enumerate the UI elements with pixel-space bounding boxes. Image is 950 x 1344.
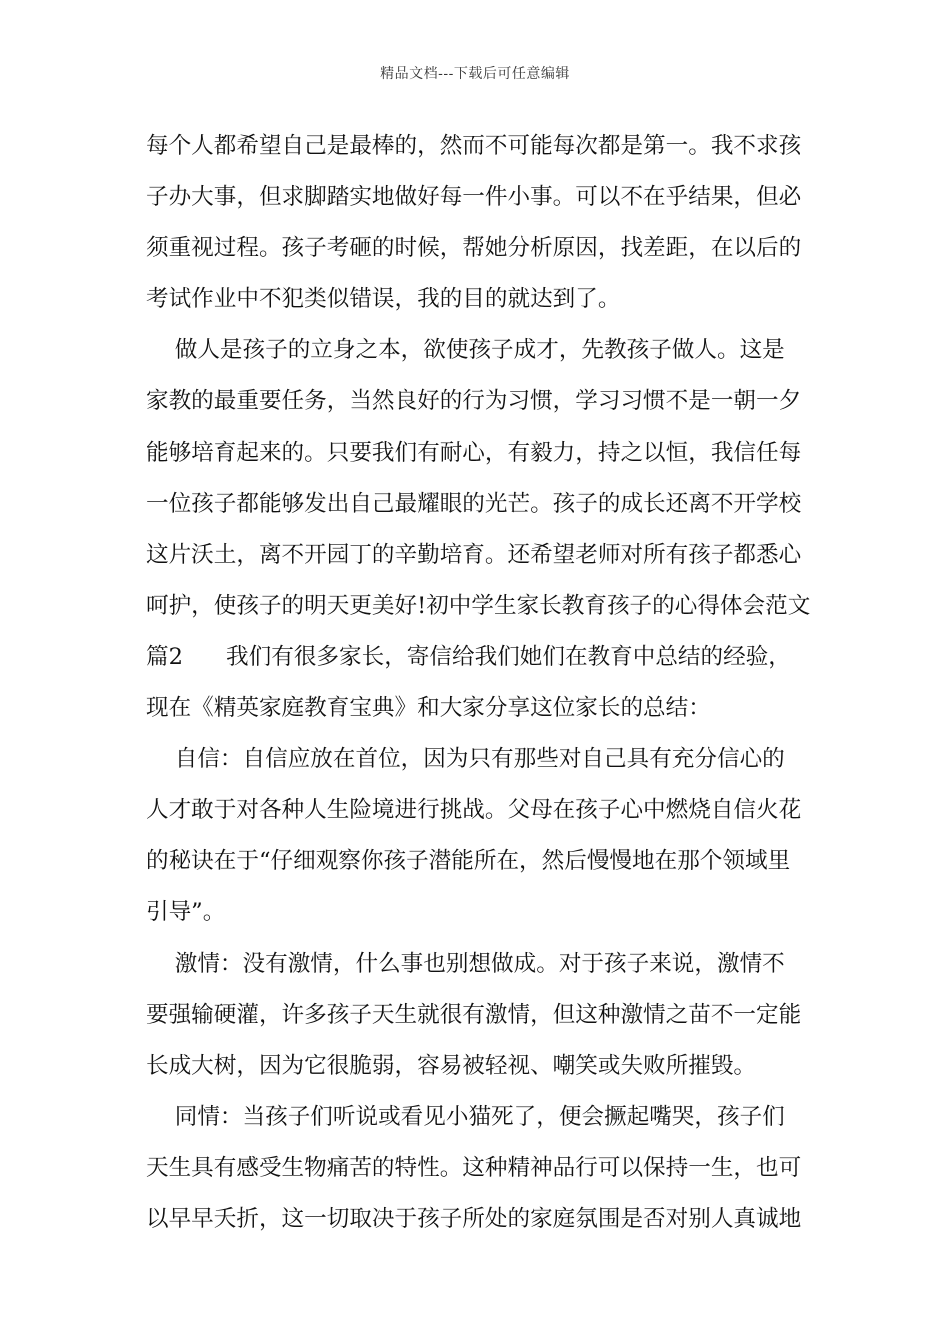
text-line: 要强输硬灌，许多孩子天生就很有激情，但这种激情之苗不一定能 <box>146 1001 802 1028</box>
text-line: 同情：当孩子们听说或看见小猫死了，便会撅起嘴哭，孩子们 <box>146 1103 785 1130</box>
text-line: 能够培育起来的。只要我们有耐心，有毅力，持之以恒，我信任每 <box>146 439 802 466</box>
text-line: 呵护，使孩子的明天更美好!初中学生家长教育孩子的心得体会范文 <box>146 592 811 619</box>
text-line: 每个人都希望自己是最棒的，然而不可能每次都是第一。我不求孩 <box>146 133 802 159</box>
text-line: 篇2 我们有很多家长，寄信给我们她们在教育中总结的经验， <box>146 643 791 670</box>
page-header: 精品文档---下载后可任意编辑 <box>380 66 570 82</box>
document-body <box>146 121 810 1245</box>
text-line: 现在《精英家庭教育宝典》和大家分享这位家长的总结： <box>146 695 711 722</box>
text-line: 人才敢于对各种人生险境进行挑战。父母在孩子心中燃烧自信火花 <box>146 797 802 824</box>
text-line: 做人是孩子的立身之本，欲使孩子成才，先教孩子做人。这是 <box>146 337 785 364</box>
text-line: 长成大树，因为它很脆弱，容易被轻视、嘲笑或失败所摧毁。 <box>146 1052 757 1079</box>
text-line: 的秘诀在于“仔细观察你孩子潜能所在，然后慢慢地在那个领域里 <box>146 848 791 875</box>
text-line: 须重视过程。孩子考砸的时候，帮她分析原因，找差距，在以后的 <box>146 235 802 262</box>
text-line: 子办大事，但求脚踏实地做好每一件小事。可以不在乎结果，但必 <box>146 184 802 211</box>
text-line: 引导”。 <box>146 899 226 926</box>
text-line: 自信：自信应放在首位，因为只有那些对自己具有充分信心的 <box>146 746 785 773</box>
text-line: 以早早夭折，这一切取决于孩子所处的家庭氛围是否对别人真诚地 <box>146 1205 802 1232</box>
text-line: 激情：没有激情，什么事也别想做成。对于孩子来说，激情不 <box>146 950 785 977</box>
text-line: 天生具有感受生物痛苦的特性。这种精神品行可以保持一生，也可 <box>146 1154 802 1181</box>
text-line: 一位孩子都能够发出自己最耀眼的光芒。孩子的成长还离不开学校 <box>146 490 802 517</box>
text-line: 这片沃土，离不开园丁的辛勤培育。还希望老师对所有孩子都悉心 <box>146 541 802 568</box>
text-line: 家教的最重要任务，当然良好的行为习惯，学习习惯不是一朝一夕 <box>146 388 802 415</box>
text-line: 考试作业中不犯类似错误，我的目的就达到了。 <box>146 286 621 313</box>
